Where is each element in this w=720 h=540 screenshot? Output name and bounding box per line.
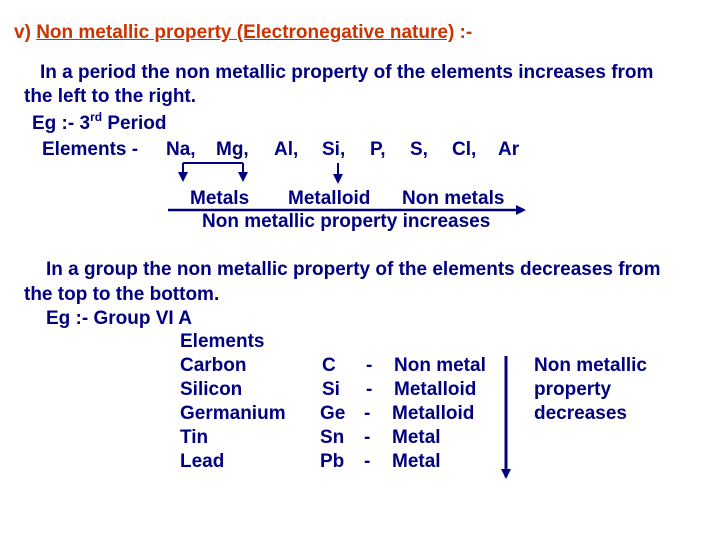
row-symbol-tin: Sn: [320, 427, 345, 448]
row-symbol-silicon: Si: [322, 379, 340, 400]
element-na: Na,: [166, 139, 196, 160]
element-ar: Ar: [498, 139, 520, 160]
element-mg: Mg,: [216, 139, 249, 160]
period-text-line2: the left to the right.: [24, 86, 197, 107]
row-dash-lead: -: [364, 451, 371, 472]
label-metals: Metals: [190, 188, 250, 209]
label-non-metals: Non metals: [402, 188, 505, 209]
row-type-lead: Metal: [392, 451, 441, 472]
row-dash-carbon: -: [366, 355, 373, 376]
group-text-line1: In a group the non metallic property of the elements decreases from: [46, 259, 661, 280]
element-s: S,: [410, 139, 428, 160]
elements-label: Elements -: [42, 139, 139, 160]
row-dash-tin: -: [364, 427, 371, 448]
period-trend: Non metallic property increases: [202, 211, 491, 232]
group-example: Eg :- Group VI A: [46, 308, 193, 329]
row-type-tin: Metal: [392, 427, 441, 448]
row-name-silicon: Silicon: [180, 379, 243, 400]
label-metalloid: Metalloid: [288, 188, 371, 209]
period-example-suffix: Period: [102, 113, 167, 134]
row-name-tin: Tin: [180, 427, 209, 448]
period-example-sup: rd: [90, 110, 103, 124]
title-underlined: Non metallic property (Electronegative nature): [36, 22, 455, 43]
row-name-lead: Lead: [180, 451, 225, 472]
row-name-germanium: Germanium: [180, 403, 286, 424]
row-dash-germanium: -: [364, 403, 371, 424]
element-p: P,: [370, 139, 386, 160]
row-name-carbon: Carbon: [180, 355, 247, 376]
element-cl: Cl,: [452, 139, 477, 160]
row-type-carbon: Non metal: [394, 355, 486, 376]
row-symbol-carbon: C: [322, 355, 336, 376]
group-trend-line2: property: [534, 379, 612, 400]
group-text-line2: the top to the bottom.: [24, 284, 220, 305]
row-type-silicon: Metalloid: [394, 379, 477, 400]
group-trend-line3: decreases: [534, 403, 627, 424]
title-prefix: v): [14, 22, 37, 43]
row-symbol-germanium: Ge: [320, 403, 346, 424]
element-si: Si,: [322, 139, 346, 160]
row-dash-silicon: -: [366, 379, 373, 400]
title-suffix: :-: [454, 22, 473, 43]
element-al: Al,: [274, 139, 299, 160]
period-example-prefix: Eg :- 3: [32, 113, 91, 134]
row-type-germanium: Metalloid: [392, 403, 475, 424]
group-trend-line1: Non metallic: [534, 355, 647, 376]
group-elements-header: Elements: [180, 331, 265, 352]
period-text-line1: In a period the non metallic property of the elements increases from: [40, 62, 654, 83]
row-symbol-lead: Pb: [320, 451, 345, 472]
